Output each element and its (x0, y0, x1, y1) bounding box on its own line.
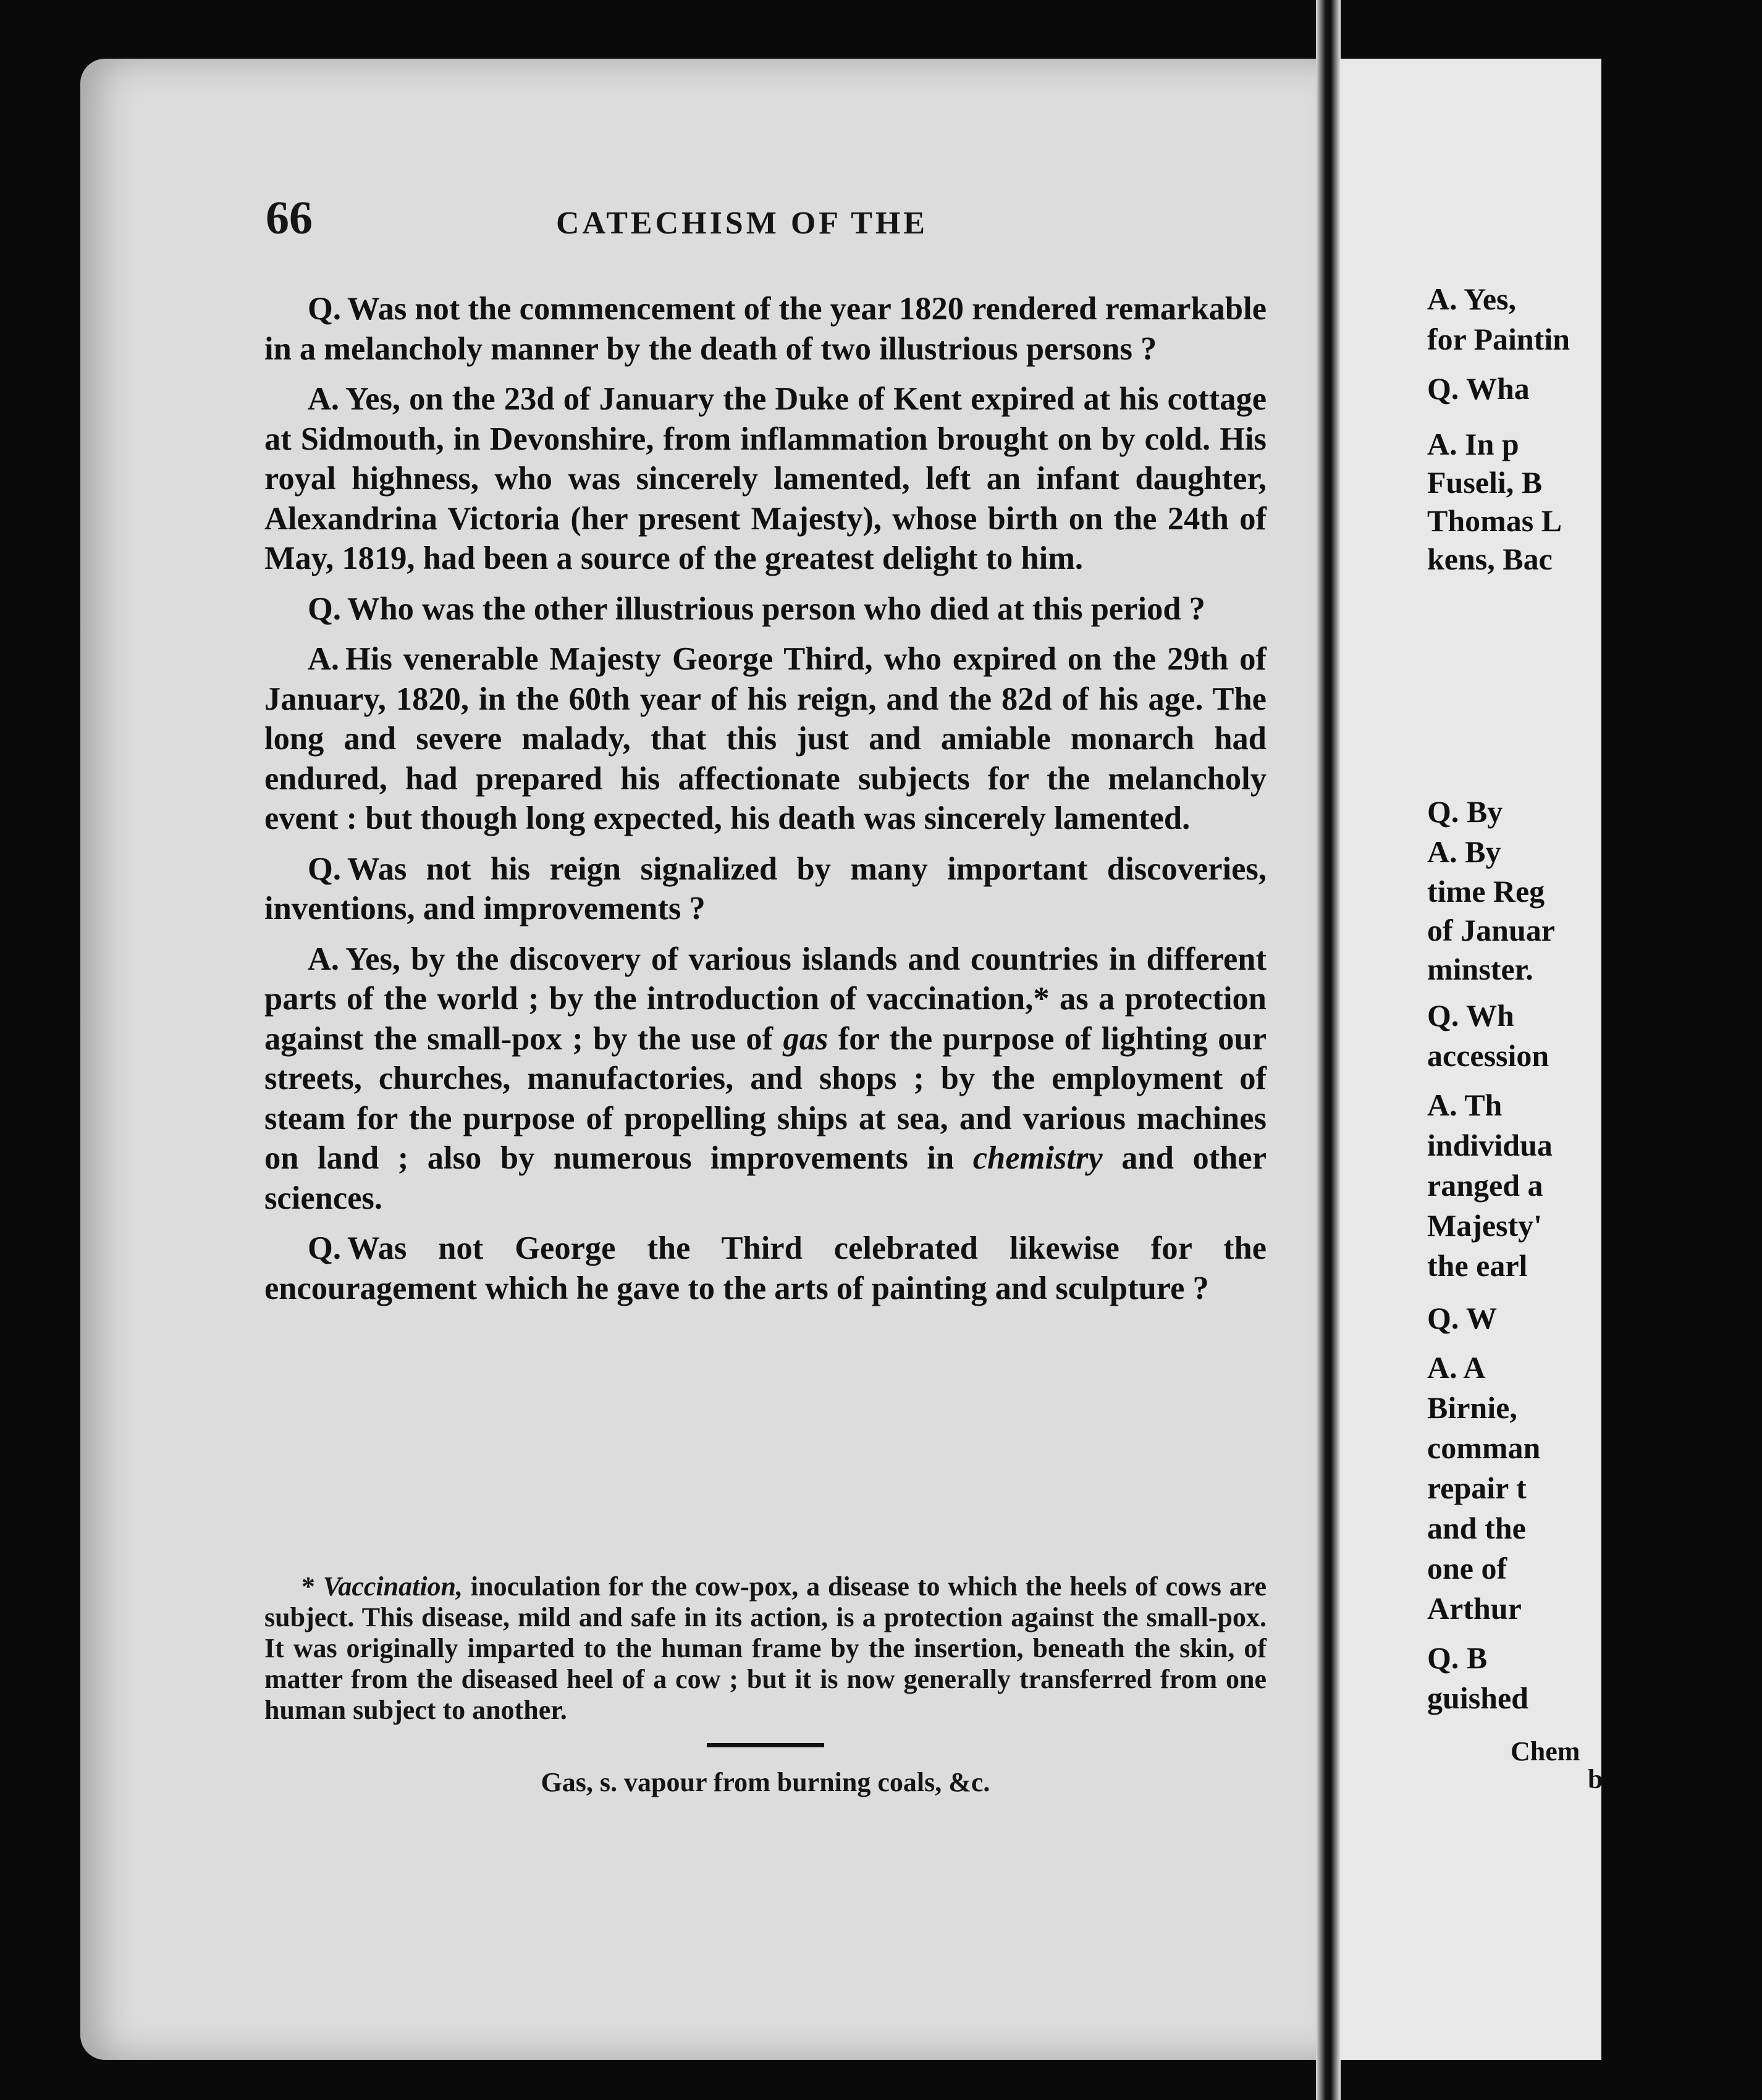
paragraph-lead: A. (308, 381, 340, 417)
right-page-line: ranged a (1427, 1168, 1543, 1203)
right-page-line: the earl (1427, 1248, 1528, 1283)
right-page-line: Birnie, (1427, 1390, 1517, 1425)
right-page-line: A. A (1427, 1350, 1486, 1385)
right-page-line: of Januar (1427, 913, 1555, 947)
right-page-line: minster. (1427, 952, 1533, 986)
right-page-line: Q. By (1427, 794, 1503, 829)
paragraph-lead: Q. (308, 291, 341, 327)
paragraph-text: Yes, on the 23d of January the Duke of Kent expired at his cottage at Sidmouth, in Devonshire, from inflammation brought on by cold. His royal highness, who was sincerely lamented, left an infant daughter, Alexandrina Victoria (her present Majesty), whose birth on the 24th of May, 1819, had been a source of the greatest delight to him. (264, 381, 1267, 576)
italic-term-gas: gas (783, 1020, 828, 1057)
right-page-line: accession (1427, 1038, 1549, 1073)
right-page-line: Q. Wha (1427, 371, 1530, 406)
answer-paragraph (264, 639, 1267, 839)
paragraph-lead: A. (308, 941, 340, 977)
italic-term-chemistry: chemistry (972, 1140, 1103, 1176)
book-gutter (1316, 0, 1341, 2100)
paragraph-lead: A. (308, 641, 340, 677)
right-page-line: individua (1427, 1128, 1553, 1162)
paragraph-lead: Q. (308, 1230, 341, 1266)
answer-paragraph (264, 379, 1267, 579)
main-text (264, 289, 1267, 1319)
right-page-line: comman (1427, 1430, 1541, 1465)
running-head (266, 191, 1279, 247)
right-page-line: A. By (1427, 834, 1501, 869)
right-page-line: one of (1427, 1551, 1507, 1586)
right-page-line: guished (1427, 1681, 1528, 1715)
footnote-vaccination (264, 1571, 1267, 1726)
right-page-line: Majesty' (1427, 1208, 1543, 1243)
right-page-line: b (1588, 1764, 1603, 1794)
paragraph-lead: Q. (308, 590, 341, 627)
paragraph-text: for the purpose of lighting our streets, churches, manufactories, and shops ; by the employment of steam for the purpose of propelling ships at sea, and various machines on land ; also by numerous improvements in (264, 1020, 1267, 1176)
answer-paragraph (264, 939, 1267, 1219)
paragraph-text: Who was the other illustrious person who died at this period ? (347, 590, 1205, 627)
right-page-line: Q. B (1427, 1640, 1488, 1675)
right-page-line: Q. W (1427, 1301, 1497, 1335)
right-page-line: Chem (1511, 1736, 1580, 1766)
question-paragraph (264, 849, 1267, 929)
page-number: 66 (266, 192, 313, 244)
paragraph-text: Yes, by the discovery of various islands and countries in different parts of the world ; by the introduction of vaccination,* as a protection against the small-pox ; by the use of (264, 941, 1267, 1057)
right-page-line: repair t (1427, 1471, 1527, 1505)
right-page-line: kens, Bac (1427, 542, 1553, 576)
question-paragraph (264, 1228, 1267, 1308)
right-page-line: Fuseli, B (1427, 465, 1543, 500)
footnote-text: inoculation for the cow-pox, a disease to which the heels of cows are subject. This disease, mild and safe in its action, is a protection against the small-pox. It was originally imparted to the human frame by the insertion, beneath the skin, of matter from the diseased heel of a cow ; but it is now generally transferred from one human subject to another. (264, 1571, 1267, 1725)
paragraph-text: His venerable Majesty George Third, who expired on the 29th of January, 1820, in the 60th year of his reign, and the 82d of his age. The long and severe malady, that this just and amiable monarch had endured, had prepared his affectionate subjects for the melancholy event : but though long expected, his death was sincerely lamented. (264, 641, 1267, 836)
right-page-line: A. Th (1427, 1088, 1503, 1122)
footnote-rule (707, 1743, 824, 1747)
paragraph-text: Was not George the Third celebrated likewise for the encouragement which he gave to the arts of painting and sculpture ? (264, 1230, 1267, 1306)
paragraph-text: and other sciences. (264, 1140, 1267, 1216)
footnote-marker: * (301, 1571, 315, 1602)
paragraph-text: Was not his reign signalized by many important discoveries, inventions, and improvements ? (264, 850, 1267, 926)
right-page-line: time Reg (1427, 874, 1545, 909)
right-page-line: A. In p (1427, 427, 1519, 461)
question-paragraph (264, 289, 1267, 369)
right-page-line: Arthur (1427, 1591, 1522, 1626)
footnote-term: Vaccination, (322, 1571, 463, 1602)
running-title: CATECHISM OF THE (556, 206, 929, 241)
right-page-line: A. Yes, (1427, 282, 1516, 316)
question-paragraph (264, 589, 1267, 629)
paragraph-lead: Q. (308, 850, 341, 887)
paragraph-text: Was not the commencement of the year 1820 rendered remarkable in a melancholy manner by the death of two illustrious persons ? (264, 291, 1267, 367)
right-page-line: for Paintin (1427, 322, 1570, 356)
footnote-gas: Gas, s. vapour from burning coals, &c. (541, 1767, 990, 1797)
footnotes (264, 1571, 1267, 1798)
right-page-line: Thomas L (1427, 503, 1562, 538)
right-page-line: and the (1427, 1511, 1526, 1545)
right-page-line: Q. Wh (1427, 998, 1514, 1033)
